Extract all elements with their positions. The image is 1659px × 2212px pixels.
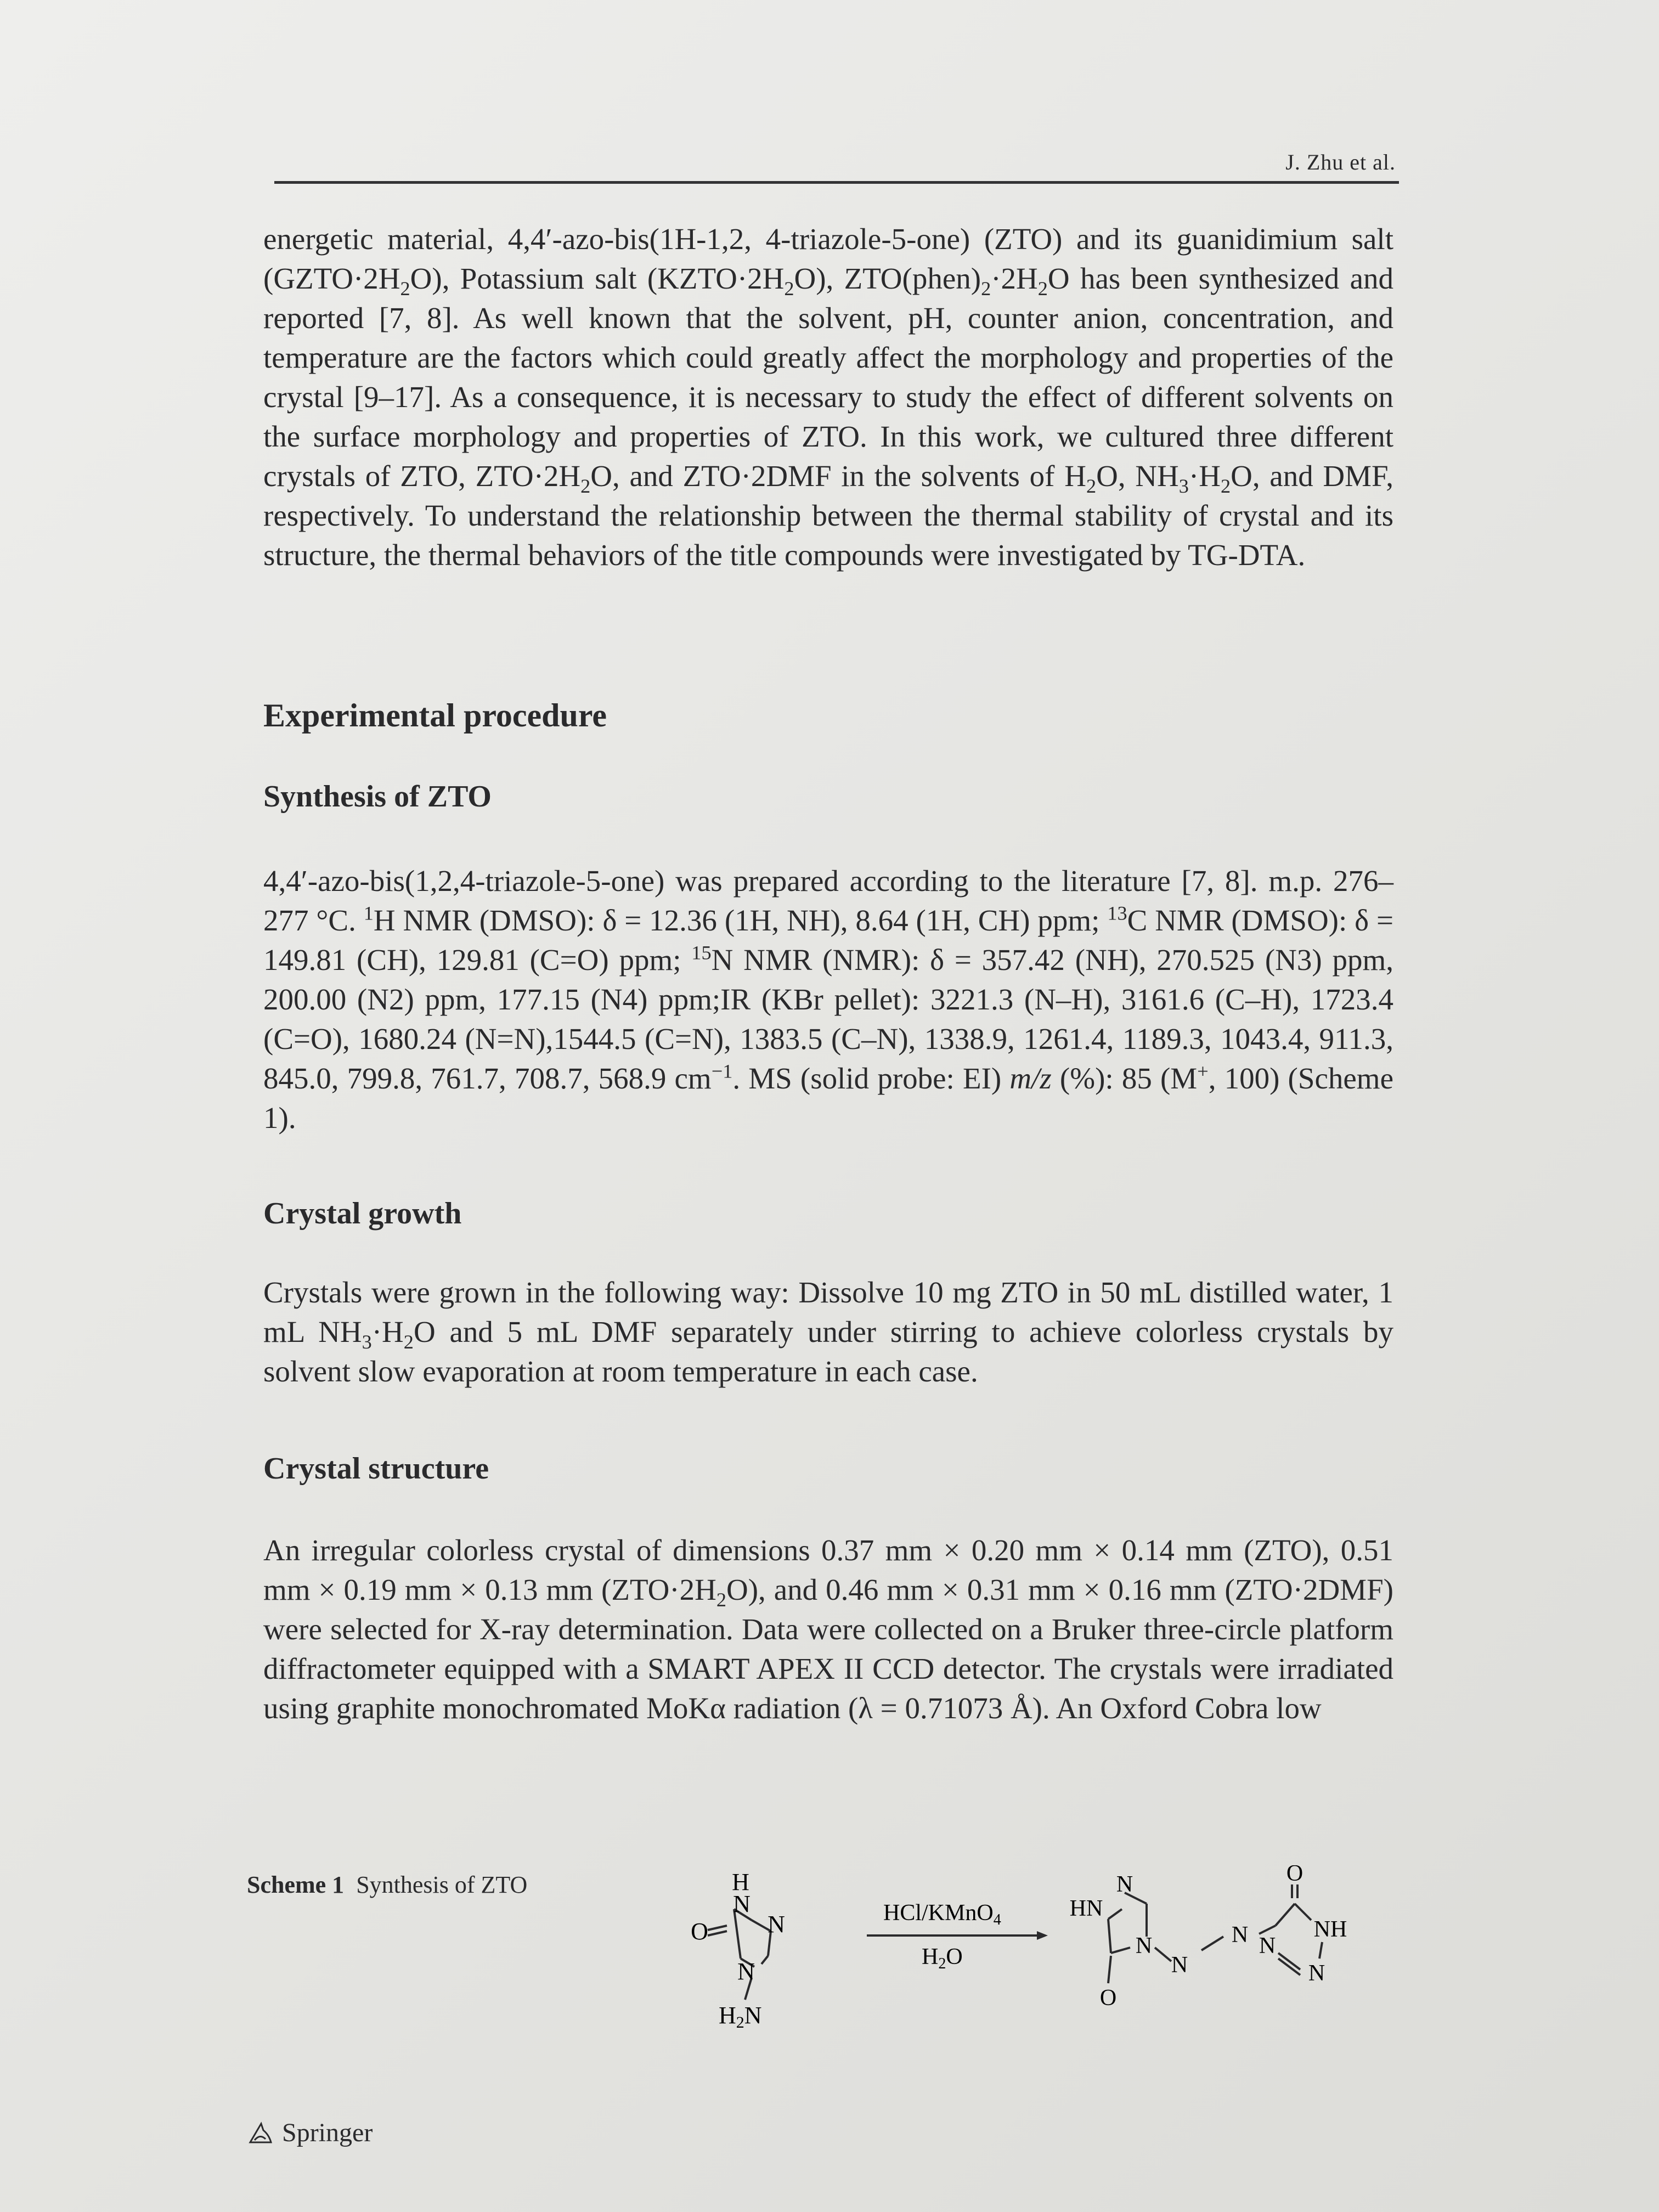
- product-atom-nh: NH: [1313, 1917, 1347, 1942]
- growth-paragraph: [263, 1273, 1393, 1391]
- reactant-amino: [719, 2002, 762, 2032]
- sub: 2: [1086, 475, 1097, 497]
- synthesis-text-f: (%): 85 (M: [1051, 1062, 1198, 1095]
- synthesis-text-d: N NMR (NMR): δ = 357.42 (NH), 270.525 (N3) ppm, 200.00 (N2) ppm, 177.15 (N4) ppm;IR (KBr pellet): 3221.3 (N–H), 3161.6 (C–H), 1723.4 (C=O), 1680.24 (N=N),1544.5 (C=N), 1383.5 (C–N), 1338.9, 1261.4, 1189.3, 1043.4, 911.3, 845.0, 799.8, 761.7, 708.7, 568.9 cm: [263, 943, 1393, 1095]
- amino-sub: 2: [736, 2013, 744, 2032]
- sub: 2: [403, 1331, 414, 1353]
- growth-text-a: Crystals were grown in the following way: Dissolve 10 mg ZTO in 50 mL distilled water, 1 mL NH: [263, 1276, 1393, 1348]
- synthesis-paragraph-block: [263, 861, 1393, 1138]
- intro-text-4: ·2H: [991, 262, 1038, 295]
- sub: 2: [716, 1589, 726, 1611]
- sup: 13: [1107, 902, 1127, 924]
- intro-text-6: O, and ZTO·2DMF in the solvents of H: [590, 459, 1086, 493]
- reagent-bottom-h: H: [922, 1944, 939, 1970]
- reactant-atom-n1: N: [733, 1891, 751, 1917]
- growth-paragraph-block: [263, 1273, 1393, 1391]
- sub: 3: [362, 1331, 372, 1353]
- intro-text-9: O, and DMF, respectively. To understand the relationship between the thermal stability of crystal and its structure, the thermal behaviors of the title compounds were investigated by TG-DTA.: [263, 459, 1393, 572]
- sup: +: [1197, 1060, 1209, 1082]
- intro-paragraph: [263, 219, 1393, 575]
- structure-text-b: O), and 0.46 mm × 0.31 mm × 0.16 mm (ZTO·2DMF) were selected for X-ray determination. Data were collected on a Bruker three-circle platform diffractometer equipped with a SMART APEX II CCD detector. The crystals were irradiated using graphite monochromated MoKα radiation (λ = 0.71073 Å). An Oxford Cobra low: [263, 1573, 1393, 1725]
- sup: 15: [691, 941, 712, 964]
- scheme-label: Scheme 1: [247, 1871, 345, 1898]
- synthesis-text-e: . MS (solid probe: EI): [732, 1062, 1010, 1095]
- synthesis-paragraph: [263, 861, 1393, 1138]
- structure-paragraph: [263, 1531, 1393, 1728]
- reagent-top: [883, 1900, 1001, 1928]
- intro-text-3: O), ZTO(phen): [794, 262, 981, 295]
- sub: 2: [784, 278, 794, 300]
- publisher-footer: [247, 2118, 373, 2148]
- structure-paragraph-block: [263, 1531, 1393, 1728]
- product-atom-azo-n1: N: [1171, 1953, 1188, 1978]
- product-atom-o-right: O: [1286, 1865, 1304, 1886]
- product-atom-n-left: N: [1135, 1933, 1153, 1959]
- sub: 2: [981, 278, 991, 300]
- growth-text-c: O and 5 mL DMF separately under stirring to achieve colorless crystals by solvent slow evaporation at room temperature in each case.: [263, 1315, 1393, 1388]
- synthesis-text-c: C NMR (DMSO): δ = 149.81 (CH), 129.81 (C=O) ppm;: [263, 904, 1393, 977]
- sup: 1: [363, 902, 374, 924]
- running-header-author: J. Zhu et al.: [1285, 150, 1396, 174]
- structure-text-a: An irregular colorless crystal of dimensions 0.37 mm × 0.20 mm × 0.14 mm (ZTO), 0.51 mm × 0.19 mm × 0.13 mm (ZTO·2H: [263, 1533, 1393, 1606]
- publisher-name: Springer: [282, 2118, 373, 2147]
- section-heading-experimental: Experimental procedure: [263, 697, 607, 733]
- scheme-caption: [247, 1871, 527, 1899]
- synthesis-text-a: 4,4′-azo-bis(1,2,4-triazole-5-one) was prepared according to the literature [7, 8]. m.p. 276–277 °C.: [263, 864, 1393, 937]
- reaction-arrow-head: [1037, 1931, 1048, 1940]
- reactant-atom-h: H: [732, 1869, 749, 1895]
- sup: −1: [711, 1060, 733, 1082]
- product-atom-hn: HN: [1069, 1896, 1103, 1921]
- sub: 2: [1037, 278, 1048, 300]
- sub: 2: [400, 278, 410, 300]
- header-rule: [274, 181, 1399, 184]
- sub: 3: [1178, 475, 1189, 497]
- product-atom-n-top: N: [1116, 1872, 1133, 1897]
- intro-text-8: ·H: [1188, 459, 1221, 493]
- reactant-atom-n2: N: [768, 1911, 785, 1938]
- structure-heading-block: [263, 1451, 1393, 1486]
- intro-text-5: O has been synthesized and reported [7, 8]. As well known that the solvent, pH, counter anion, concentration, and temperature are the factors which could greatly affect the morphology and properties of the crystal [9–17]. As a consequence, it is necessary to study the effect of different solvents on the surface morphology and properties of ZTO. In this work, we cultured three different crystals of ZTO, ZTO·2H: [263, 262, 1393, 493]
- product-atom-n-right: N: [1259, 1933, 1276, 1959]
- synthesis-text-b: H NMR (DMSO): δ = 12.36 (1H, NH), 8.64 (1H, CH) ppm;: [373, 904, 1108, 937]
- experimental-heading-block: [263, 697, 1393, 735]
- scheme-synthesis-diagram: [686, 1865, 1399, 2052]
- reagent-bottom-sub: 2: [938, 1955, 946, 1972]
- reactant-atom-n3: N: [737, 1958, 755, 1985]
- reactant-ring-bonds: [708, 1909, 771, 2000]
- reagent-top-sub: 4: [993, 1911, 1001, 1928]
- sub: 2: [580, 475, 591, 497]
- reagent-bottom-o: O: [946, 1944, 963, 1970]
- springer-logo-icon: [247, 2119, 274, 2147]
- reagent-top-text: HCl/KMnO: [883, 1900, 994, 1926]
- intro-text-2: O), Potassium salt (KZTO·2H: [410, 262, 785, 295]
- sub: 2: [1220, 475, 1231, 497]
- reactant-atom-o: O: [691, 1918, 708, 1945]
- product-atom-o-left: O: [1099, 1985, 1117, 2011]
- product-atom-azo-n2: N: [1231, 1922, 1249, 1948]
- synthesis-text-g: , 100) (Scheme 1).: [263, 1062, 1393, 1135]
- subsection-heading-growth: Crystal growth: [263, 1197, 462, 1231]
- amino-n: N: [744, 2002, 762, 2029]
- intro-text-7: O, NH: [1096, 459, 1179, 493]
- mz-italic: m/z: [1009, 1062, 1052, 1095]
- subsection-heading-structure: Crystal structure: [263, 1452, 489, 1486]
- intro-paragraph-block: [263, 219, 1393, 575]
- growth-heading-block: [263, 1196, 1393, 1231]
- growth-text-b: ·H: [371, 1315, 404, 1348]
- subsection-heading-synthesis: Synthesis of ZTO: [263, 780, 492, 814]
- synthesis-heading-block: [263, 779, 1393, 814]
- scheme-title: Synthesis of ZTO: [356, 1871, 528, 1898]
- amino-h: H: [719, 2002, 736, 2029]
- reagent-bottom: [922, 1944, 963, 1972]
- intro-text-1: energetic material, 4,4′-azo-bis(1H-1,2, 4-triazole-5-one) (ZTO) and its guanidimium salt (GZTO·2H: [263, 222, 1393, 295]
- product-atom-n-bottom: N: [1308, 1961, 1325, 1986]
